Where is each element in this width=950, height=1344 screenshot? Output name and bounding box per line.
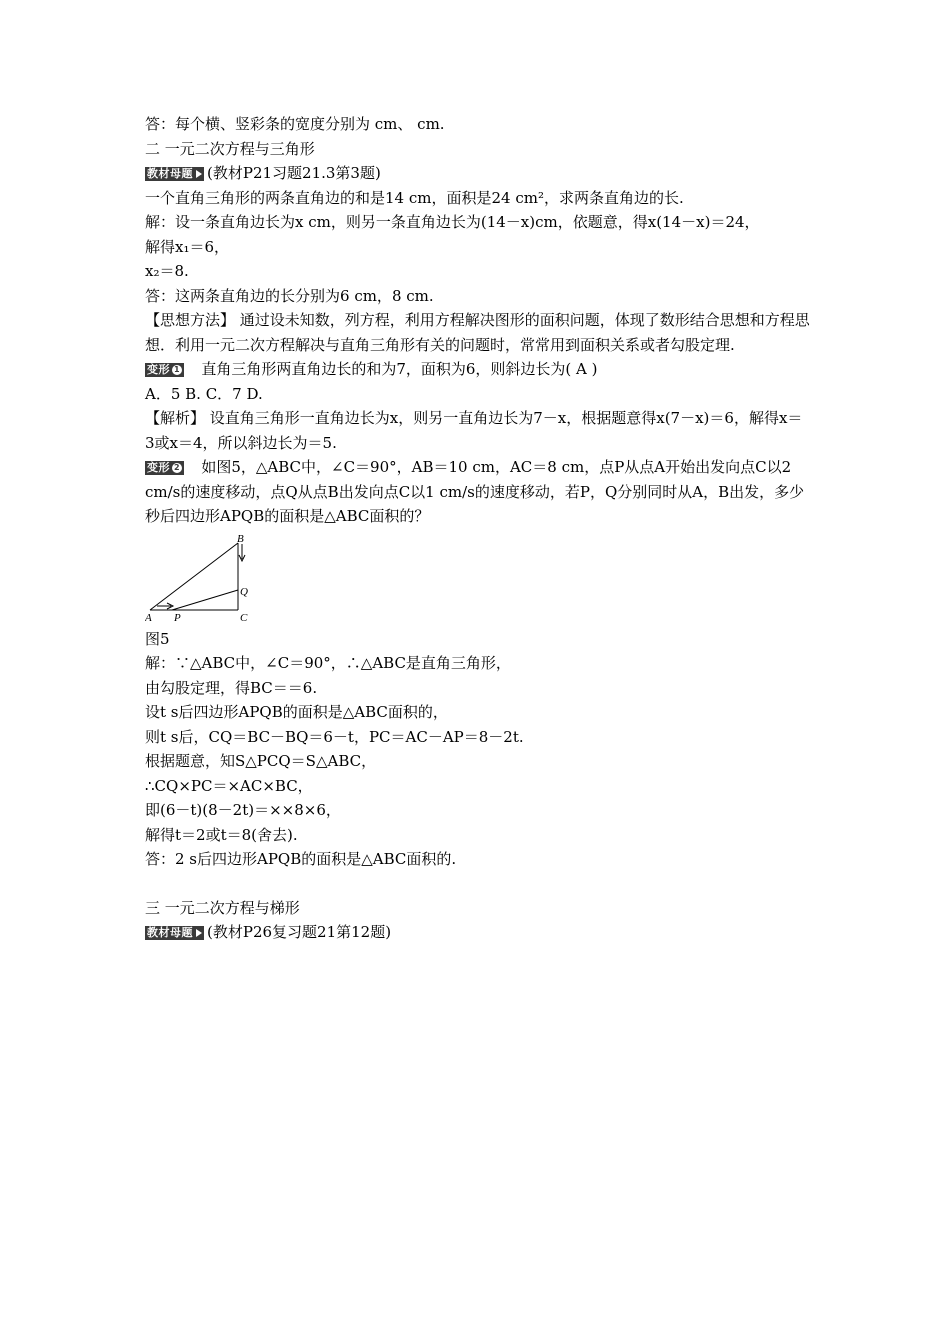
variant-tag-2: 变形 2 xyxy=(145,461,184,475)
triangle-figure xyxy=(145,531,265,623)
label-q: Q xyxy=(240,585,248,598)
section-2-solution-2: 解得x₁＝6， xyxy=(145,237,230,256)
solution-line-9: 答：2 s后四边形APQB的面积是△ABC面积的. xyxy=(145,850,457,868)
label-a: A xyxy=(145,611,152,623)
triangle-diagram xyxy=(145,531,265,623)
section-2-answer: 答：这两条直角边的长分别为6 cm，8 cm. xyxy=(145,286,434,305)
solution-line-1: 解：∵△ABC中，∠C＝90°，∴△ABC是直角三角形， xyxy=(145,654,511,672)
variant-1-options: A．5 B. C．7 D. xyxy=(145,384,263,403)
section-3-title: 三 一元二次方程与梯形 xyxy=(145,898,300,917)
solution-line-6: ∴CQ×PC＝×AC×BC， xyxy=(145,776,313,795)
solution-line-3: 设t s后四边形APQB的面积是△ABC面积的， xyxy=(145,703,448,721)
document-page xyxy=(145,112,810,945)
side-ab xyxy=(150,543,238,610)
textbook-tag: 教材母题 xyxy=(145,167,204,181)
section-3-reference: 教材母题 (教材P26复习题21第12题) xyxy=(147,923,392,941)
label-c: C xyxy=(240,611,248,623)
figure-caption: 图5 xyxy=(145,629,170,648)
section-2-solution-1: 解：设一条直角边长为x cm，则另一条直角边长为(14－x)cm，依题意，得x(14－x)＝24， xyxy=(145,213,760,231)
solution-line-7: 即(6－t)(8－2t)＝××8×6， xyxy=(145,801,341,819)
variant-2-question: 变形 2 如图5，△ABC中，∠C＝90°，AB＝10 cm，AC＝8 cm，点P从点A开始出发向点C以2 cm/s的速度移动，点Q从点B出发向点C以1 cm/s的速度移动，若P，Q分别同时从A，B出发，多少秒后四边形APQB的面积是△ABC面积的？ xyxy=(145,458,805,525)
section-2-title: 二 一元二次方程与三角形 xyxy=(145,139,315,158)
play-arrow-icon xyxy=(196,929,202,937)
label-b: B xyxy=(237,532,244,545)
method-note: 【思想方法】 通过设未知数，列方程，利用方程解决图形的面积问题，体现了数形结合思想和方程思想．利用一元二次方程解决与直角三角形有关的问题时，常常用到面积关系或者勾股定理. xyxy=(145,311,810,354)
play-arrow-icon xyxy=(196,170,202,178)
solution-line-8: 解得t＝2或t＝8(舍去). xyxy=(145,825,298,844)
section-2-reference: 教材母题 (教材P21习题21.3第3题) xyxy=(147,164,381,182)
solution-line-5: 根据题意，知S△PCQ＝S△ABC， xyxy=(145,752,377,770)
solution-line-4: 则t s后，CQ＝BC－BQ＝6－t，PC＝AC－AP＝8－2t. xyxy=(145,727,524,746)
variant-1-analysis: 【解析】 设直角三角形一直角边长为x，则另一直角边长为7－x，根据题意得x(7－x)＝6，解得x＝3或x＝4，所以斜边长为＝5. xyxy=(145,409,803,452)
variant-1-question: 变形 1 直角三角形两直角边长的和为7，面积为6，则斜边长为( A ) xyxy=(147,360,598,378)
label-p: P xyxy=(174,611,181,623)
segment-pq xyxy=(172,590,238,610)
variant-tag-1: 变形 1 xyxy=(145,363,184,377)
textbook-tag-2: 教材母题 xyxy=(145,926,204,940)
section-2-solution-3: x₂＝8. xyxy=(145,262,189,280)
section-2-question: 一个直角三角形的两条直角边的和是14 cm，面积是24 cm²，求两条直角边的长. xyxy=(145,188,684,207)
solution-line-2: 由勾股定理，得BC＝＝6. xyxy=(145,678,318,697)
answer-line-prev: 答：每个横、竖彩条的宽度分别为 cm、 cm. xyxy=(145,115,445,133)
